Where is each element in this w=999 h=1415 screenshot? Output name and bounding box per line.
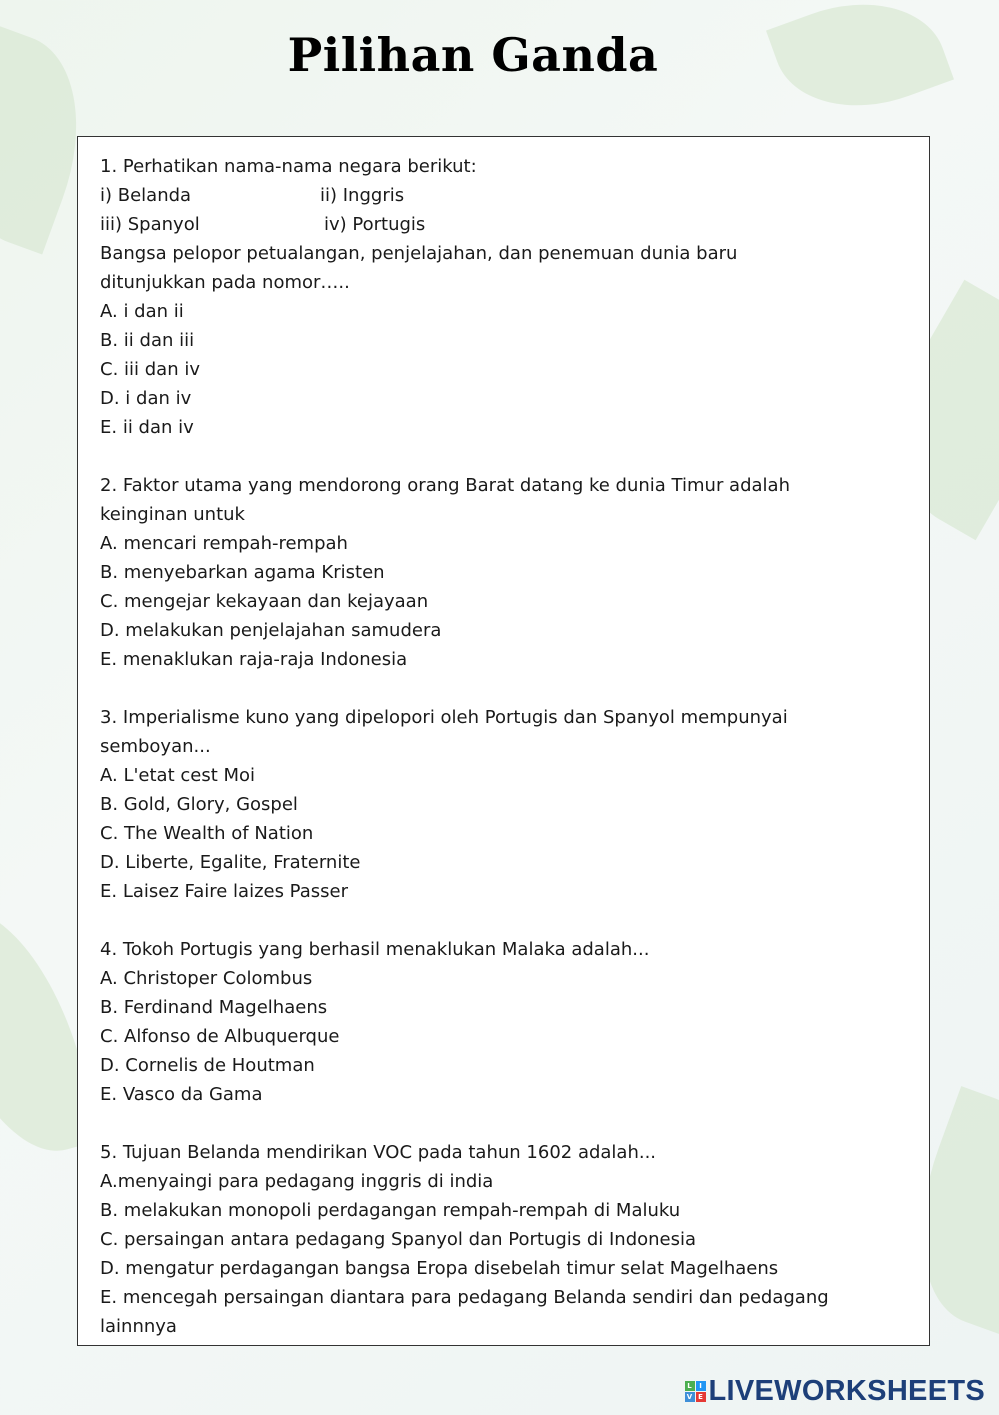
answer-option: D. Cornelis de Houtman xyxy=(100,1055,315,1076)
list-item: i) Belanda xyxy=(100,185,192,206)
question-text: keinginan untuk xyxy=(100,504,245,525)
answer-option: E. ii dan iv xyxy=(100,417,194,438)
list-item: iii) Spanyol xyxy=(100,214,200,235)
item-pair xyxy=(100,210,909,239)
answer-option: C. The Wealth of Nation xyxy=(100,823,314,844)
question-text: 2. Faktor utama yang mendorong orang Barat datang ke dunia Timur adalah xyxy=(100,475,790,496)
liveworksheets-logo xyxy=(685,1375,986,1408)
answer-option: B. menyebarkan agama Kristen xyxy=(100,562,385,583)
questions-box xyxy=(77,136,930,1346)
page-title: Pilihan Ganda xyxy=(287,28,659,82)
logo-text: LIVEWORKSHEETS xyxy=(708,1375,985,1407)
answer-option: E. Laisez Faire laizes Passer xyxy=(100,881,348,902)
answer-option: B. melakukan monopoli perdagangan rempah-rempah di Maluku xyxy=(100,1200,681,1221)
spacer xyxy=(100,674,909,703)
answer-option: A. mencari rempah-rempah xyxy=(100,533,348,554)
logo-tile: L xyxy=(685,1381,695,1391)
logo-tiles-icon xyxy=(685,1381,706,1402)
answer-option: B. ii dan iii xyxy=(100,330,195,351)
answer-option: A. i dan ii xyxy=(100,301,184,322)
answer-option: A.menyaingi para pedagang inggris di india xyxy=(100,1171,494,1192)
answer-option: C. iii dan iv xyxy=(100,359,200,380)
logo-tile: I xyxy=(696,1381,706,1391)
question-text: 4. Tokoh Portugis yang berhasil menaklukan Malaka adalah... xyxy=(100,939,650,960)
logo-tile: E xyxy=(696,1392,706,1402)
answer-option: D. mengatur perdagangan bangsa Eropa disebelah timur selat Magelhaens xyxy=(100,1258,779,1279)
answer-option: D. Liberte, Egalite, Fraternite xyxy=(100,852,361,873)
spacer xyxy=(100,1109,909,1138)
answer-option: C. persaingan antara pedagang Spanyol dan Portugis di Indonesia xyxy=(100,1229,697,1250)
answer-option: A. Christoper Colombus xyxy=(100,968,313,989)
question-text: Bangsa pelopor petualangan, penjelajahan, dan penemuan dunia baru xyxy=(100,243,738,264)
spacer xyxy=(100,442,909,471)
question-text: ditunjukkan pada nomor….. xyxy=(100,272,350,293)
answer-option: E. menaklukan raja-raja Indonesia xyxy=(100,649,408,670)
question-text: 3. Imperialisme kuno yang dipelopori oleh Portugis dan Spanyol mempunyai xyxy=(100,707,788,728)
answer-option: A. L'etat cest Moi xyxy=(100,765,256,786)
item-pair xyxy=(100,181,909,210)
logo-tile: V xyxy=(685,1392,695,1402)
answer-option: B. Ferdinand Magelhaens xyxy=(100,997,328,1018)
answer-option: C. Alfonso de Albuquerque xyxy=(100,1026,340,1047)
answer-option: E. mencegah persaingan diantara para pedagang Belanda sendiri dan pedagang xyxy=(100,1287,829,1308)
question-text: semboyan... xyxy=(100,736,211,757)
question-text: 5. Tujuan Belanda mendirikan VOC pada tahun 1602 adalah... xyxy=(100,1142,657,1163)
question-text: 1. Perhatikan nama-nama negara berikut: xyxy=(100,156,477,177)
answer-option: lainnnya xyxy=(100,1316,177,1337)
answer-option: E. Vasco da Gama xyxy=(100,1084,263,1105)
answer-option: D. i dan iv xyxy=(100,388,192,409)
list-item: iv) Portugis xyxy=(324,214,426,235)
answer-option: B. Gold, Glory, Gospel xyxy=(100,794,298,815)
list-item: ii) Inggris xyxy=(320,185,405,206)
answer-option: D. melakukan penjelajahan samudera xyxy=(100,620,442,641)
spacer xyxy=(100,906,909,935)
answer-option: C. mengejar kekayaan dan kejayaan xyxy=(100,591,429,612)
